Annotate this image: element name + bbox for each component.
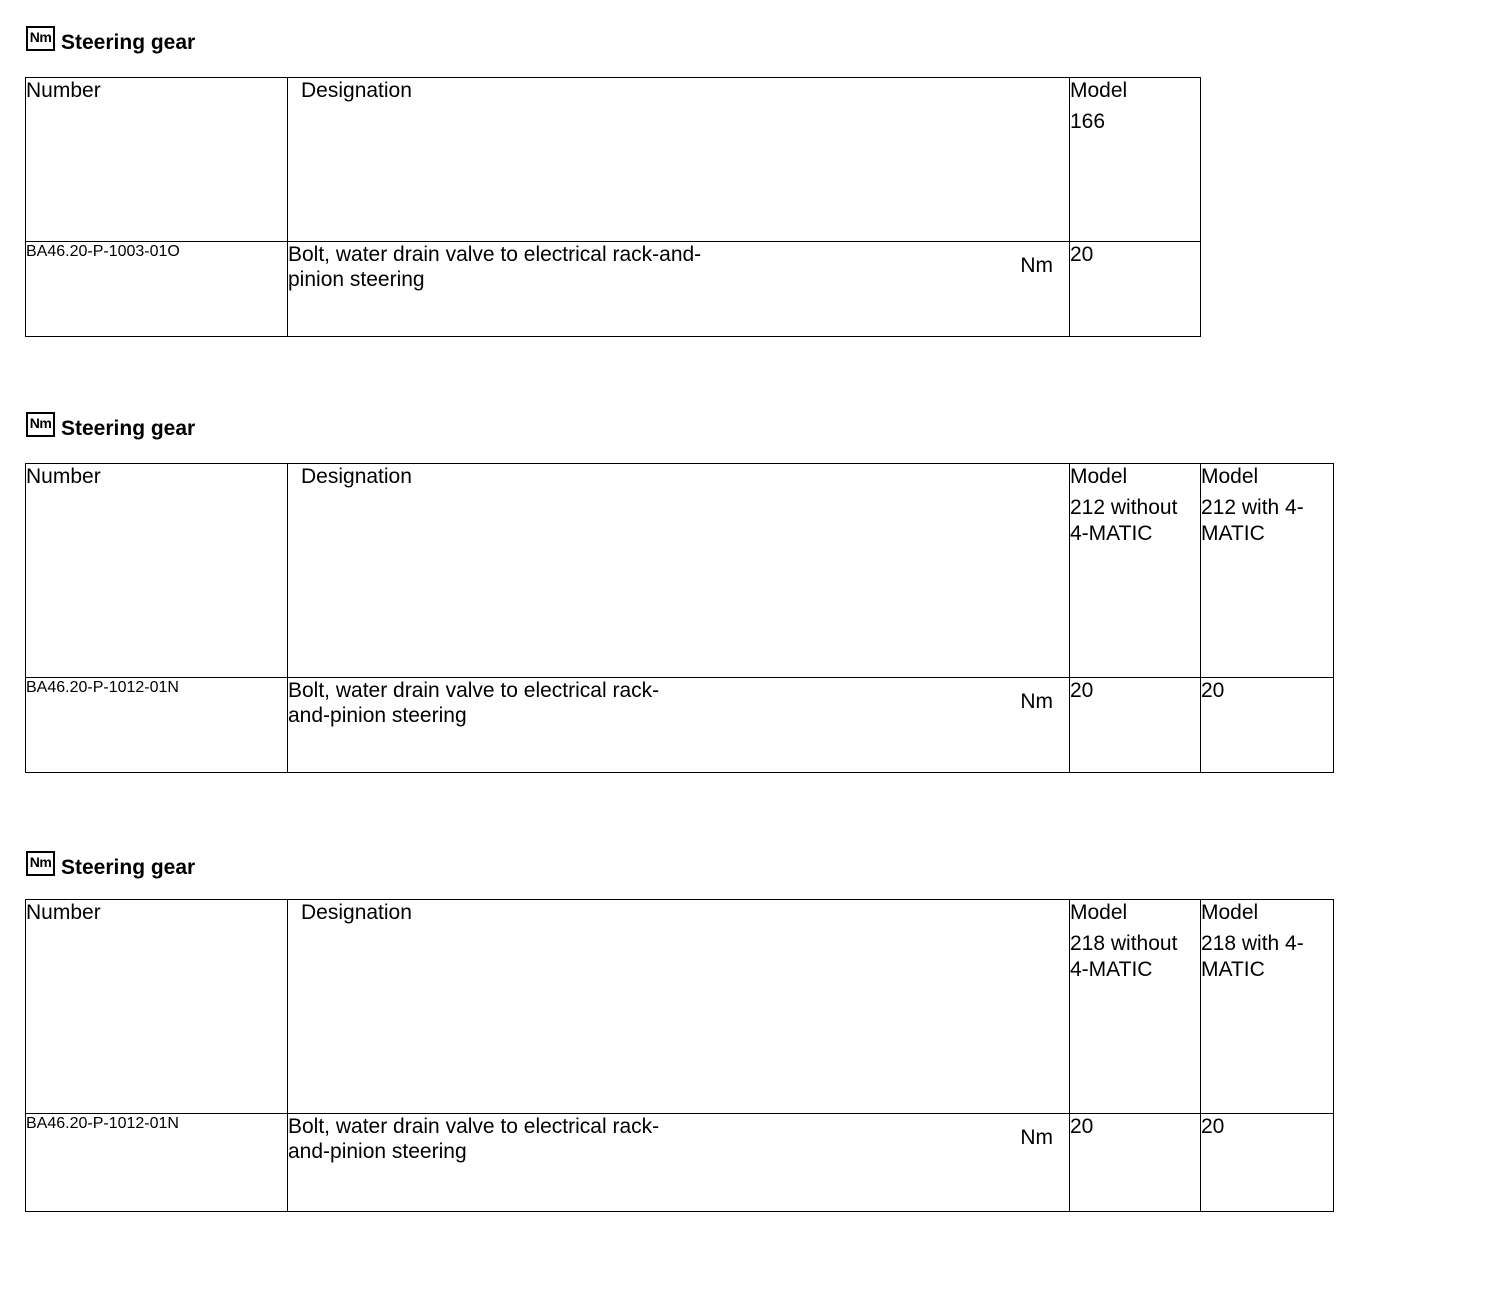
model-label: Model (1070, 79, 1128, 102)
torque-nm-icon: Nm (26, 851, 55, 876)
model-label: Model (1201, 901, 1259, 924)
header-model (1070, 900, 1201, 1114)
section-title-text: Steering gear (61, 30, 196, 54)
row-value: 20 (1070, 1114, 1201, 1212)
header-designation: Designation (288, 78, 1070, 242)
header-number: Number (26, 900, 288, 1114)
row-designation (288, 242, 1070, 337)
unit-label: Nm (1020, 1126, 1053, 1149)
model-label: Model (1070, 901, 1128, 924)
table-row (26, 242, 1201, 337)
row-value: 20 (1201, 1114, 1334, 1212)
model-sub: 212 without 4-MATIC (1070, 496, 1178, 545)
section-title-text: Steering gear (61, 855, 196, 879)
row-value: 20 (1201, 678, 1334, 773)
row-number: BA46.20-P-1012-01N (26, 1114, 288, 1212)
header-model (1201, 900, 1334, 1114)
torque-table-3 (25, 899, 1334, 1212)
section-title-2 (26, 416, 195, 441)
header-model (1201, 464, 1334, 678)
torque-nm-icon: Nm (26, 26, 55, 51)
header-model (1070, 464, 1201, 678)
model-label: Model (1070, 465, 1128, 488)
designation-text: Bolt, water drain valve to electrical rack-and-pinion steering (288, 243, 702, 291)
row-value: 20 (1070, 242, 1201, 337)
header-designation: Designation (288, 464, 1070, 678)
row-number: BA46.20-P-1012-01N (26, 678, 288, 773)
torque-nm-icon: Nm (26, 412, 55, 437)
table-row (26, 1114, 1334, 1212)
model-sub: 218 with 4-MATIC (1201, 932, 1304, 981)
table-row (26, 678, 1334, 773)
row-designation (288, 1114, 1070, 1212)
header-model (1070, 78, 1201, 242)
unit-label: Nm (1020, 690, 1053, 713)
table-header-row (26, 900, 1334, 1114)
model-sub: 166 (1070, 110, 1106, 133)
model-sub: 218 without 4-MATIC (1070, 932, 1178, 981)
section-title-3 (26, 855, 195, 880)
model-label: Model (1201, 465, 1259, 488)
table-header-row (26, 464, 1334, 678)
header-number: Number (26, 78, 288, 242)
torque-table-1 (25, 77, 1201, 337)
header-designation: Designation (288, 900, 1070, 1114)
header-number: Number (26, 464, 288, 678)
unit-label: Nm (1020, 254, 1053, 277)
designation-text: Bolt, water drain valve to electrical rack-and-pinion steering (288, 679, 660, 727)
model-sub: 212 with 4-MATIC (1201, 496, 1304, 545)
row-value: 20 (1070, 678, 1201, 773)
section-title-1 (26, 30, 195, 55)
designation-text: Bolt, water drain valve to electrical rack-and-pinion steering (288, 1115, 660, 1163)
section-title-text: Steering gear (61, 416, 196, 440)
table-header-row (26, 78, 1201, 242)
torque-table-2 (25, 463, 1334, 773)
row-designation (288, 678, 1070, 773)
row-number: BA46.20-P-1003-01O (26, 242, 288, 337)
